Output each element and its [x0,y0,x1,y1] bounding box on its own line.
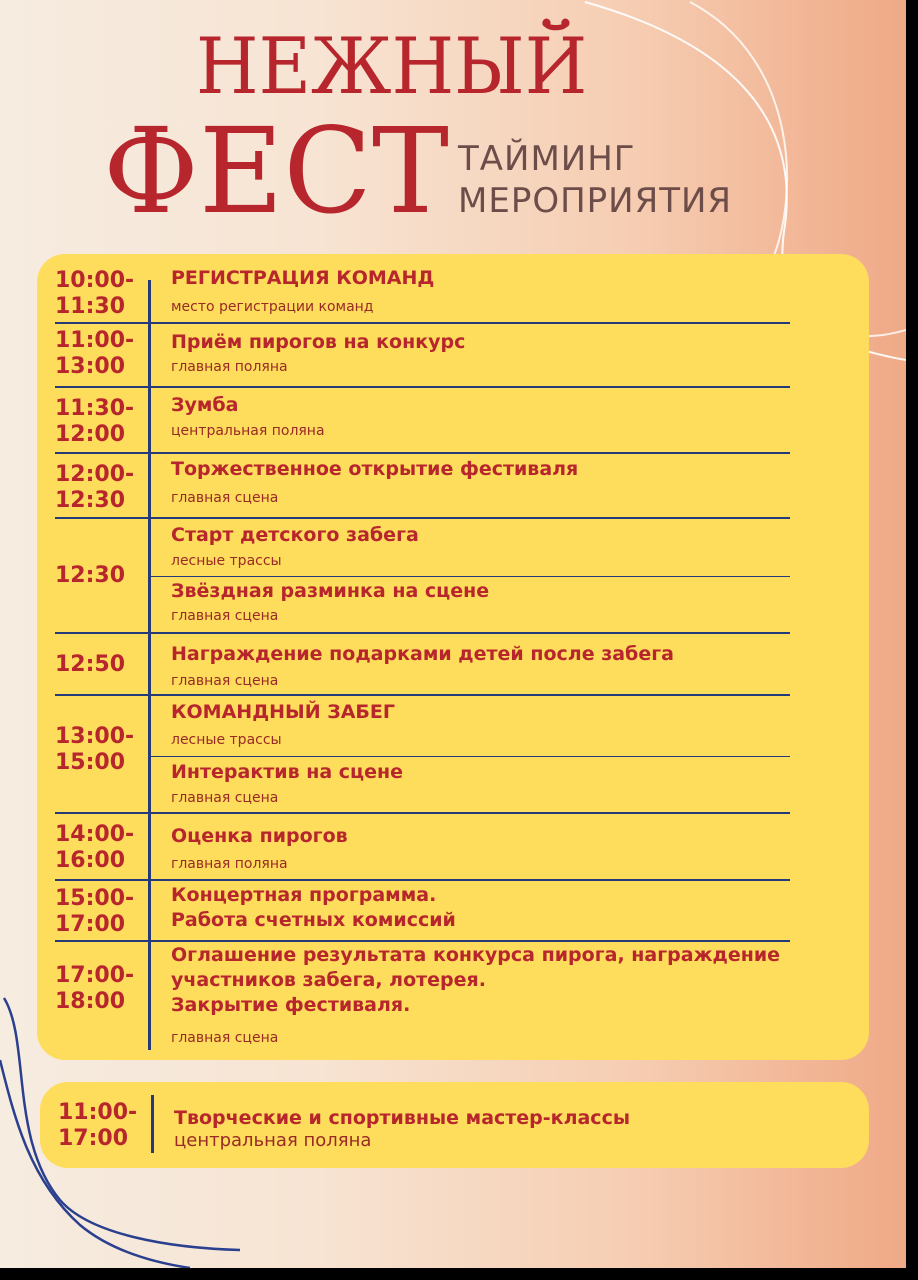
event-title-5a: Старт детского забега [171,524,419,546]
time-start: 14:00- [55,822,135,847]
time-slot-9 [55,886,147,938]
event-location-10: главная сцена [171,1030,279,1046]
event-title-6: Награждение подарками детей после забега [171,643,674,665]
event-location-6: главная сцена [171,673,279,689]
subtitle [458,138,732,222]
schedule-divider-vertical [148,280,151,1050]
event-title-line: Закрытие фестиваля. [171,994,411,1016]
time-end: 11:30 [55,294,126,319]
time-end: 16:00 [55,848,126,873]
event-title-4: Торжественное открытие фестиваля [171,458,579,480]
time-start: 11:00- [58,1100,138,1125]
time-slot-3 [55,396,147,448]
time-start: 11:30- [55,396,135,421]
time-start: 11:00- [55,328,135,353]
time-start: 13:00- [55,724,135,749]
row-divider [55,632,790,634]
time-start: 17:00- [55,963,135,988]
event-location-5b: главная сцена [171,608,279,624]
row-divider [55,812,790,814]
row-divider [55,322,790,324]
event-title-line: Оглашение результата конкурса пирога, награждение [171,944,781,966]
time-slot-5 [55,563,147,589]
time-start: 15:00- [55,886,135,911]
row-divider [55,940,790,942]
sub-row-divider [150,576,790,577]
event-title-10 [171,943,780,1018]
time-end: 18:00 [55,989,126,1014]
time-end: 17:00 [58,1126,129,1151]
row-divider [55,694,790,696]
time-start: 10:00- [55,268,135,293]
masterclass-divider [151,1095,154,1153]
row-divider [55,517,790,519]
festival-title-line1: НЕЖНЫЙ [196,22,588,112]
time-slot-2 [55,328,147,380]
event-title-8: Оценка пирогов [171,825,348,847]
time-end: 12:30 [55,488,126,513]
event-location-7a: лесные трассы [171,732,282,748]
time-slot-6 [55,652,147,678]
time-slot-10 [55,963,147,1015]
festival-title-line2: ФЕСТ [103,102,450,240]
masterclass-time [58,1100,150,1152]
time-end: 15:00 [55,750,126,775]
event-title-line: Концертная программа. [171,884,437,906]
subtitle-line1: ТАЙМИНГ [458,139,636,179]
time-slot-7 [55,724,147,776]
time-end: 12:00 [55,422,126,447]
event-title-line: участников забега, лотерея. [171,969,486,991]
time-slot-1 [55,268,147,320]
time-slot-4 [55,462,147,514]
subtitle-line2: МЕРОПРИЯТИЯ [458,181,733,221]
row-divider [55,386,790,388]
sub-row-divider [150,756,790,757]
masterclass-title: Творческие и спортивные мастер-классы [174,1107,631,1129]
row-divider [55,452,790,454]
event-location-1: место регистрации команд [171,299,374,315]
event-title-7b: Интерактив на сцене [171,761,404,783]
row-divider [55,879,790,881]
event-title-7a: КОМАНДНЫЙ ЗАБЕГ [171,701,395,723]
time-slot-8 [55,822,147,874]
event-title-5b: Звёздная разминка на сцене [171,580,490,602]
time-start: 12:00- [55,462,135,487]
time-end: 13:00 [55,354,126,379]
event-location-2: главная поляна [171,359,288,375]
event-location-8: главная поляна [171,856,288,872]
event-title-3: Зумба [171,394,239,416]
time-start: 12:50 [55,652,126,677]
event-location-5a: лесные трассы [171,553,282,569]
event-location-4: главная сцена [171,490,279,506]
event-location-3: центральная поляна [171,423,325,439]
time-end: 17:00 [55,912,126,937]
event-title-2: Приём пирогов на конкурс [171,331,466,353]
event-location-7b: главная сцена [171,790,279,806]
event-title-line: Работа счетных комиссий [171,909,456,931]
event-title-9 [171,883,456,933]
masterclass-location: центральная поляна [174,1130,372,1151]
event-title-1: РЕГИСТРАЦИЯ КОМАНД [171,267,435,289]
time-start: 12:30 [55,563,126,588]
